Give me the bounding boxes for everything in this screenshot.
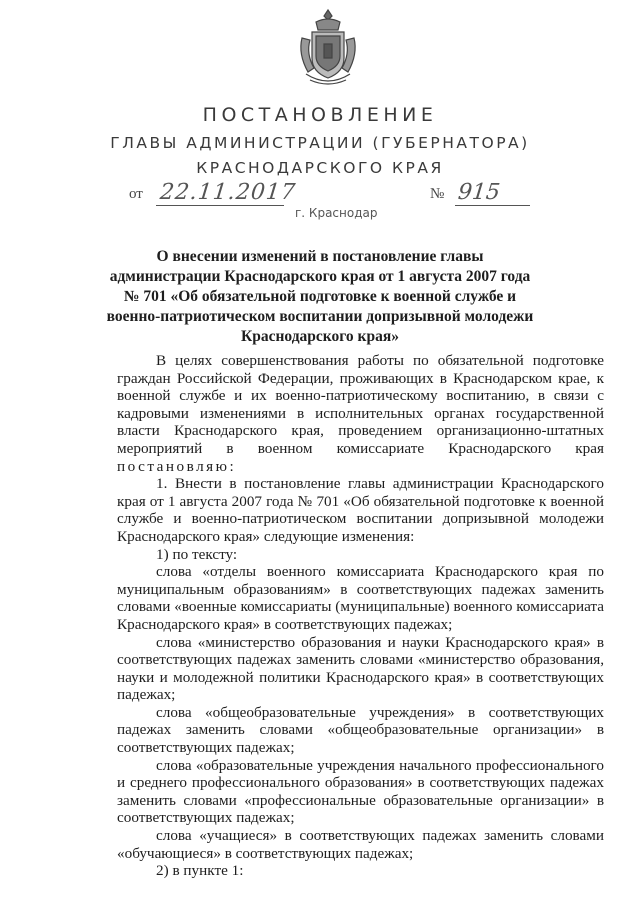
city-label: г. Краснодар [295, 206, 378, 220]
date-label: от [129, 186, 143, 202]
document-type-heading: ПОСТАНОВЛЕНИЕ [202, 104, 438, 126]
document-body [117, 352, 604, 880]
krasnodar-emblem-icon [296, 8, 360, 90]
issuer-heading: ГЛАВЫ АДМИНИСТРАЦИИ (ГУБЕРНАТОРА) [110, 134, 530, 152]
document-number: 915 [456, 180, 502, 205]
paragraph-5: слова «общеобразовательные учреждения» в соответствующих падежах заменить словами «общеобразовательные организации» в соответствующих падежах; [117, 703, 604, 757]
paragraph-8: 2) в пункте 1: [156, 862, 244, 880]
paragraph-7: слова «учащиеся» в соответствующих падежах заменить словами «обучающиеся» в соответствующих падежах; [117, 827, 604, 862]
paragraph-3: слова «отделы военного комиссариата Краснодарского края по муниципальным образованиям» в соответствующих падежах заменить словами «военные комиссариаты (муниципальные) военного комиссариата Краснодарского края» в соответствующих падежах; [117, 563, 604, 633]
number-label: № [430, 186, 445, 202]
paragraph-4: слова «министерство образования и науки Краснодарского края» в соответствующих падежах заменить словами «министерство образования, науки и молодежной политики Краснодарского края» в соответствующих падежах; [117, 633, 604, 704]
paragraph-2: 1) по тексту: [156, 545, 238, 563]
decree-word: постановляю: [117, 457, 237, 475]
paragraph-1: 1. Внести в постановление главы администрации Краснодарского края от 1 августа 2007 года № 701 «Об обязательной подготовке к военной службе и военно-патриотическом воспитании допризывной молодежи Краснодарского края» следующие изменения: [117, 475, 604, 545]
region-heading: КРАСНОДАРСКОГО КРАЯ [196, 159, 444, 177]
paragraph-6: слова «образовательные учреждения начального профессионального и среднего профессионального образования» в соответствующих падежах заменить словами «профессиональные образовательные организации» в соответствующих падежах; [117, 756, 604, 827]
document-title: О внесении изменений в постановление главы администрации Краснодарского края от 1 августа 2007 года № 701 «Об обязательной подготовке к военной службе и военно-патриотическом воспитании допризывной молодежи Краснодарского края» [106, 248, 534, 345]
date-underline [156, 205, 284, 206]
document-date: 22.11.2017 [158, 180, 298, 205]
intro-text: В целях совершенствования работы по обязательной подготовке граждан Российской Федерации, проживающих в Краснодарском крае, к военной службе и их военно-патриотическому воспитанию, в связи с кадровыми изменениями в исполнительных органах государственной власти Краснодарского края, проведением организационно-штатных мероприятий в военном комиссариате Краснодарского края [117, 352, 604, 457]
intro-paragraph [117, 352, 604, 475]
number-underline [455, 205, 530, 206]
